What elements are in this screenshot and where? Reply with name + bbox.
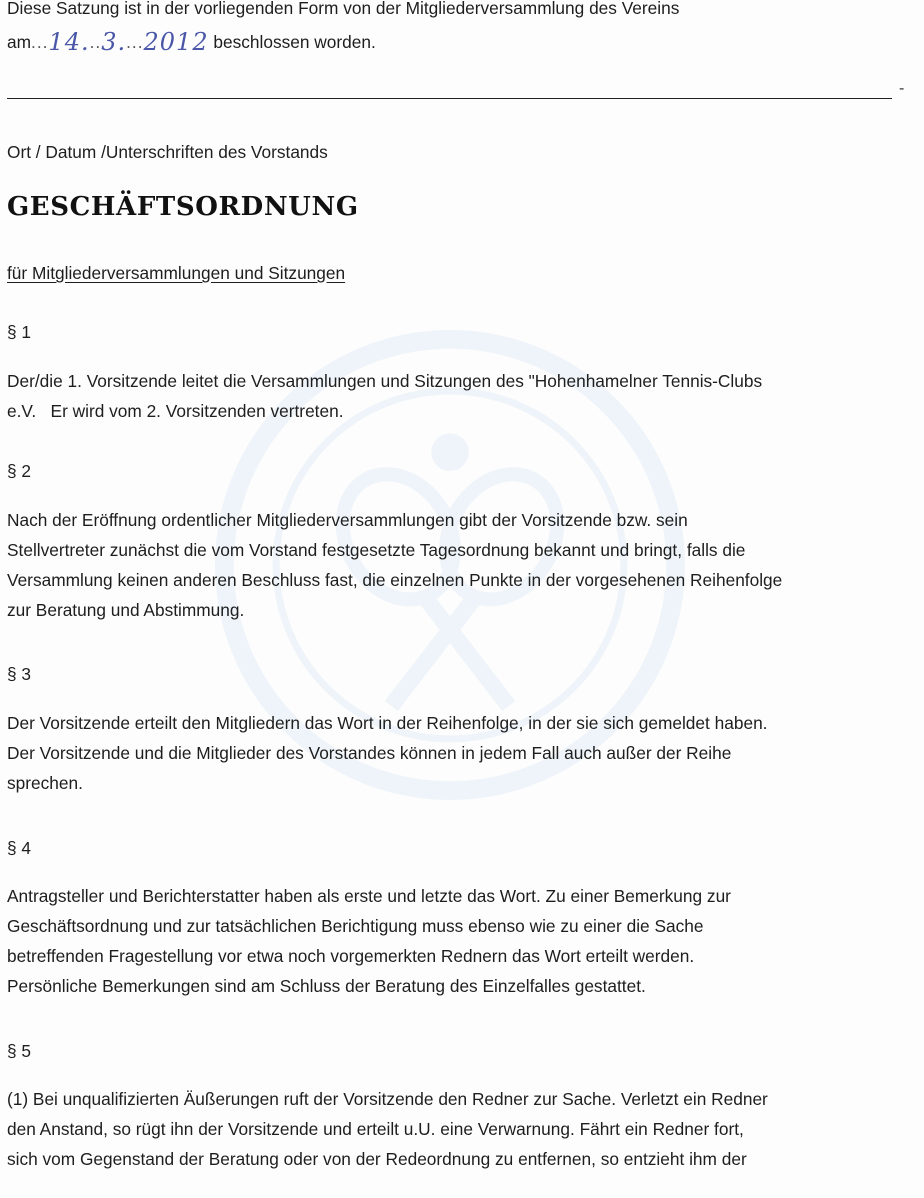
section-3-line-2: Der Vorsitzende und die Mitglieder des Vorstandes können in jedem Fall auch außer der Reihe [7, 743, 732, 763]
section-3-line-3: sprechen. [7, 773, 83, 793]
document-title: GESCHÄFTSORDNUNG [7, 192, 359, 222]
section-4-line-1: Antragsteller und Berichterstatter haben als erste und letzte das Wort. Zu einer Bemerkung zur [7, 886, 731, 906]
section-4-line-2: Geschäftsordnung und zur tatsächlichen Berichtigung muss ebenso wie zu einer die Sache [7, 916, 704, 936]
section-1-number: § 1 [7, 322, 32, 342]
section-3-line-1: Der Vorsitzende erteilt den Mitgliedern das Wort in der Reihenfolge, in der sie sich gemeldet haben. [7, 713, 768, 733]
handwritten-month: 3. [101, 28, 127, 56]
adoption-statement-line1: Diese Satzung ist in der vorliegenden Form von der Mitgliederversammlung des Vereins [7, 0, 680, 18]
section-4-line-3: betreffenden Fragestellung vor etwa noch vorgemerkten Rednern das Wort erteilt werden. [7, 946, 695, 966]
section-2-line-2: Stellvertreter zunächst die vom Vorstand festgesetzte Tagesordnung bekannt und bringt, falls die [7, 540, 746, 560]
section-5-number: § 5 [7, 1041, 32, 1061]
signature-caption: Ort / Datum /Unterschriften des Vorstands [7, 142, 328, 162]
section-1-line-1: Der/die 1. Vorsitzende leitet die Versammlungen und Sitzungen des "Hohenhamelner Tennis-Clubs [7, 371, 763, 391]
section-4-line-4: Persönliche Bemerkungen sind am Schluss der Beratung des Einzelfalles gestattet. [7, 976, 646, 996]
dots-c: ... [126, 32, 144, 52]
section-3-number: § 3 [7, 664, 32, 684]
section-5-line-2: den Anstand, so rügt ihn der Vorsitzende und erteilt u.U. eine Verwarnung. Fährt ein Redner fort, [7, 1119, 744, 1139]
rule-tick: - [899, 80, 905, 97]
section-5-line-1: (1) Bei unqualifizierten Äußerungen ruft der Vorsitzende den Redner zur Sache. Verletzt ein Redner [7, 1089, 768, 1109]
section-1-body [7, 366, 919, 426]
adoption-statement [7, 0, 679, 23]
document-subtitle: für Mitgliederversammlungen und Sitzungen [7, 263, 346, 283]
dots-b: .. [89, 32, 102, 52]
am-prefix: am [7, 32, 32, 52]
section-5-body [7, 1084, 919, 1174]
am-suffix: beschlossen worden. [208, 32, 376, 52]
section-4-body [7, 881, 919, 1001]
section-2-number: § 2 [7, 461, 32, 481]
section-3-body [7, 708, 919, 798]
section-2-body [7, 505, 919, 625]
section-2-line-1: Nach der Eröffnung ordentlicher Mitgliederversammlungen gibt der Vorsitzende bzw. sein [7, 510, 688, 530]
signature-rule [7, 98, 892, 99]
adoption-date-line [7, 25, 376, 57]
handwritten-year: 2012 [143, 28, 209, 56]
section-1-line-2: e.V. Er wird vom 2. Vorsitzenden vertreten. [7, 401, 344, 421]
section-2-line-4: zur Beratung und Abstimmung. [7, 600, 245, 620]
section-4-number: § 4 [7, 838, 32, 858]
section-5-line-3: sich vom Gegenstand der Beratung oder von der Redeordnung zu entfernen, so entzieht ihm der [7, 1149, 747, 1169]
dots-a: ... [31, 32, 49, 52]
handwritten-day: 14. [48, 28, 90, 56]
section-2-line-3: Versammlung keinen anderen Beschluss fast, die einzelnen Punkte in der vorgesehenen Reihenfolge [7, 570, 783, 590]
